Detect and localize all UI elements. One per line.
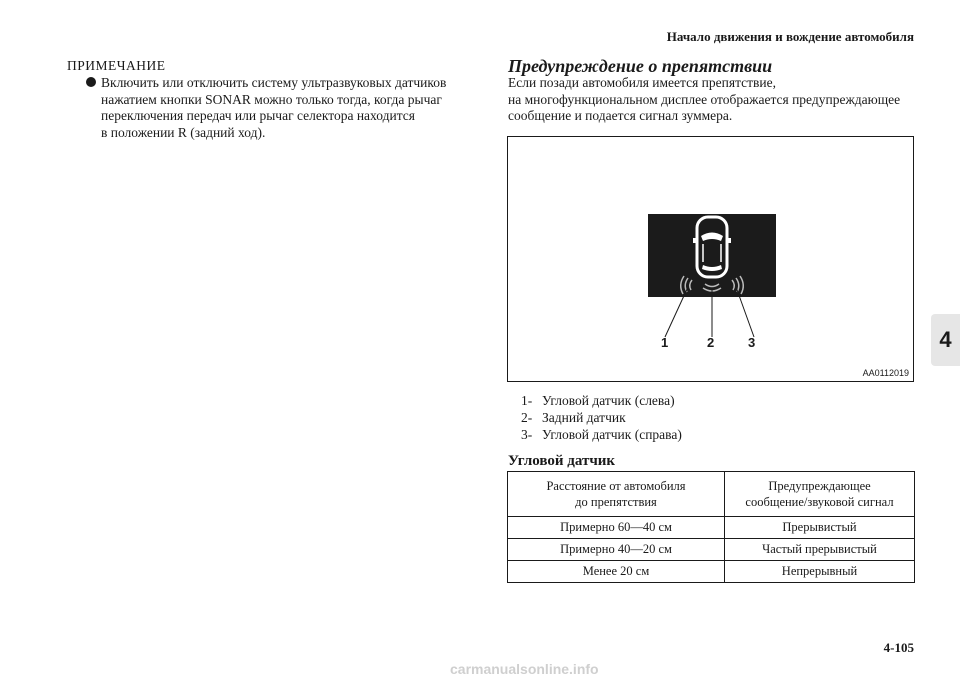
header-line: сообщение/звуковой сигнал bbox=[745, 495, 894, 509]
header-line: до препятствия bbox=[575, 495, 657, 509]
running-header: Начало движения и вождение автомобиля bbox=[666, 29, 914, 44]
note-line: переключения передач или рычаг селектора находится bbox=[101, 108, 416, 123]
chapter-tab: 4 bbox=[931, 314, 960, 366]
figure-code: AA0112019 bbox=[862, 368, 909, 378]
table-header-row bbox=[508, 472, 915, 517]
table-header-cell bbox=[508, 472, 725, 517]
watermark: carmanualsonline.info bbox=[450, 661, 599, 677]
sensor-table bbox=[507, 471, 915, 583]
bullet-icon bbox=[86, 77, 96, 87]
legend-item bbox=[521, 426, 682, 443]
table-row bbox=[508, 539, 915, 561]
page-number: 4-105 bbox=[883, 640, 914, 655]
table-header-cell bbox=[725, 472, 915, 517]
legend-number: 2- bbox=[521, 410, 533, 425]
note-label: ПРИМЕЧАНИЕ bbox=[67, 58, 166, 73]
table-row bbox=[508, 561, 915, 583]
table-cell: Непрерывный bbox=[725, 561, 915, 583]
section-heading: Предупреждение о препятствии bbox=[508, 56, 773, 76]
note-text bbox=[101, 75, 461, 141]
header-line: Предупреждающее bbox=[768, 479, 871, 493]
warning-line: сообщение и подается сигнал зуммера. bbox=[508, 108, 733, 123]
header-line: Расстояние от автомобиля bbox=[546, 479, 686, 493]
table-cell: Примерно 60—40 см bbox=[508, 517, 725, 539]
table-cell: Частый прерывистый bbox=[725, 539, 915, 561]
table-cell: Прерывистый bbox=[725, 517, 915, 539]
table-cell: Примерно 40—20 см bbox=[508, 539, 725, 561]
note-line: в положении R (задний ход). bbox=[101, 124, 266, 140]
legend-number: 1- bbox=[521, 393, 533, 408]
legend-text: Задний датчик bbox=[542, 410, 626, 425]
table-cell: Менее 20 см bbox=[508, 561, 725, 583]
legend-item bbox=[521, 392, 682, 409]
warning-paragraph bbox=[508, 75, 928, 125]
callout-1: 1 bbox=[661, 335, 669, 350]
figure-legend bbox=[521, 392, 682, 443]
legend-item bbox=[521, 409, 682, 426]
subsection-title: Угловой датчик bbox=[508, 453, 616, 469]
legend-text: Угловой датчик (справа) bbox=[542, 427, 682, 442]
note-line: Включить или отключить систему ультразвуковых датчиков bbox=[101, 75, 447, 90]
legend-text: Угловой датчик (слева) bbox=[542, 393, 675, 408]
note-line: нажатием кнопки SONAR можно только тогда, когда рычаг bbox=[101, 91, 442, 107]
sensor-diagram bbox=[507, 136, 914, 382]
legend-number: 3- bbox=[521, 427, 533, 442]
table-row bbox=[508, 517, 915, 539]
warning-line: Если позади автомобиля имеется препятствие, bbox=[508, 75, 777, 90]
callout-3: 3 bbox=[748, 335, 756, 350]
warning-line: на многофункциональном дисплее отображается предупреждающее bbox=[508, 91, 901, 107]
callout-2: 2 bbox=[707, 335, 715, 350]
